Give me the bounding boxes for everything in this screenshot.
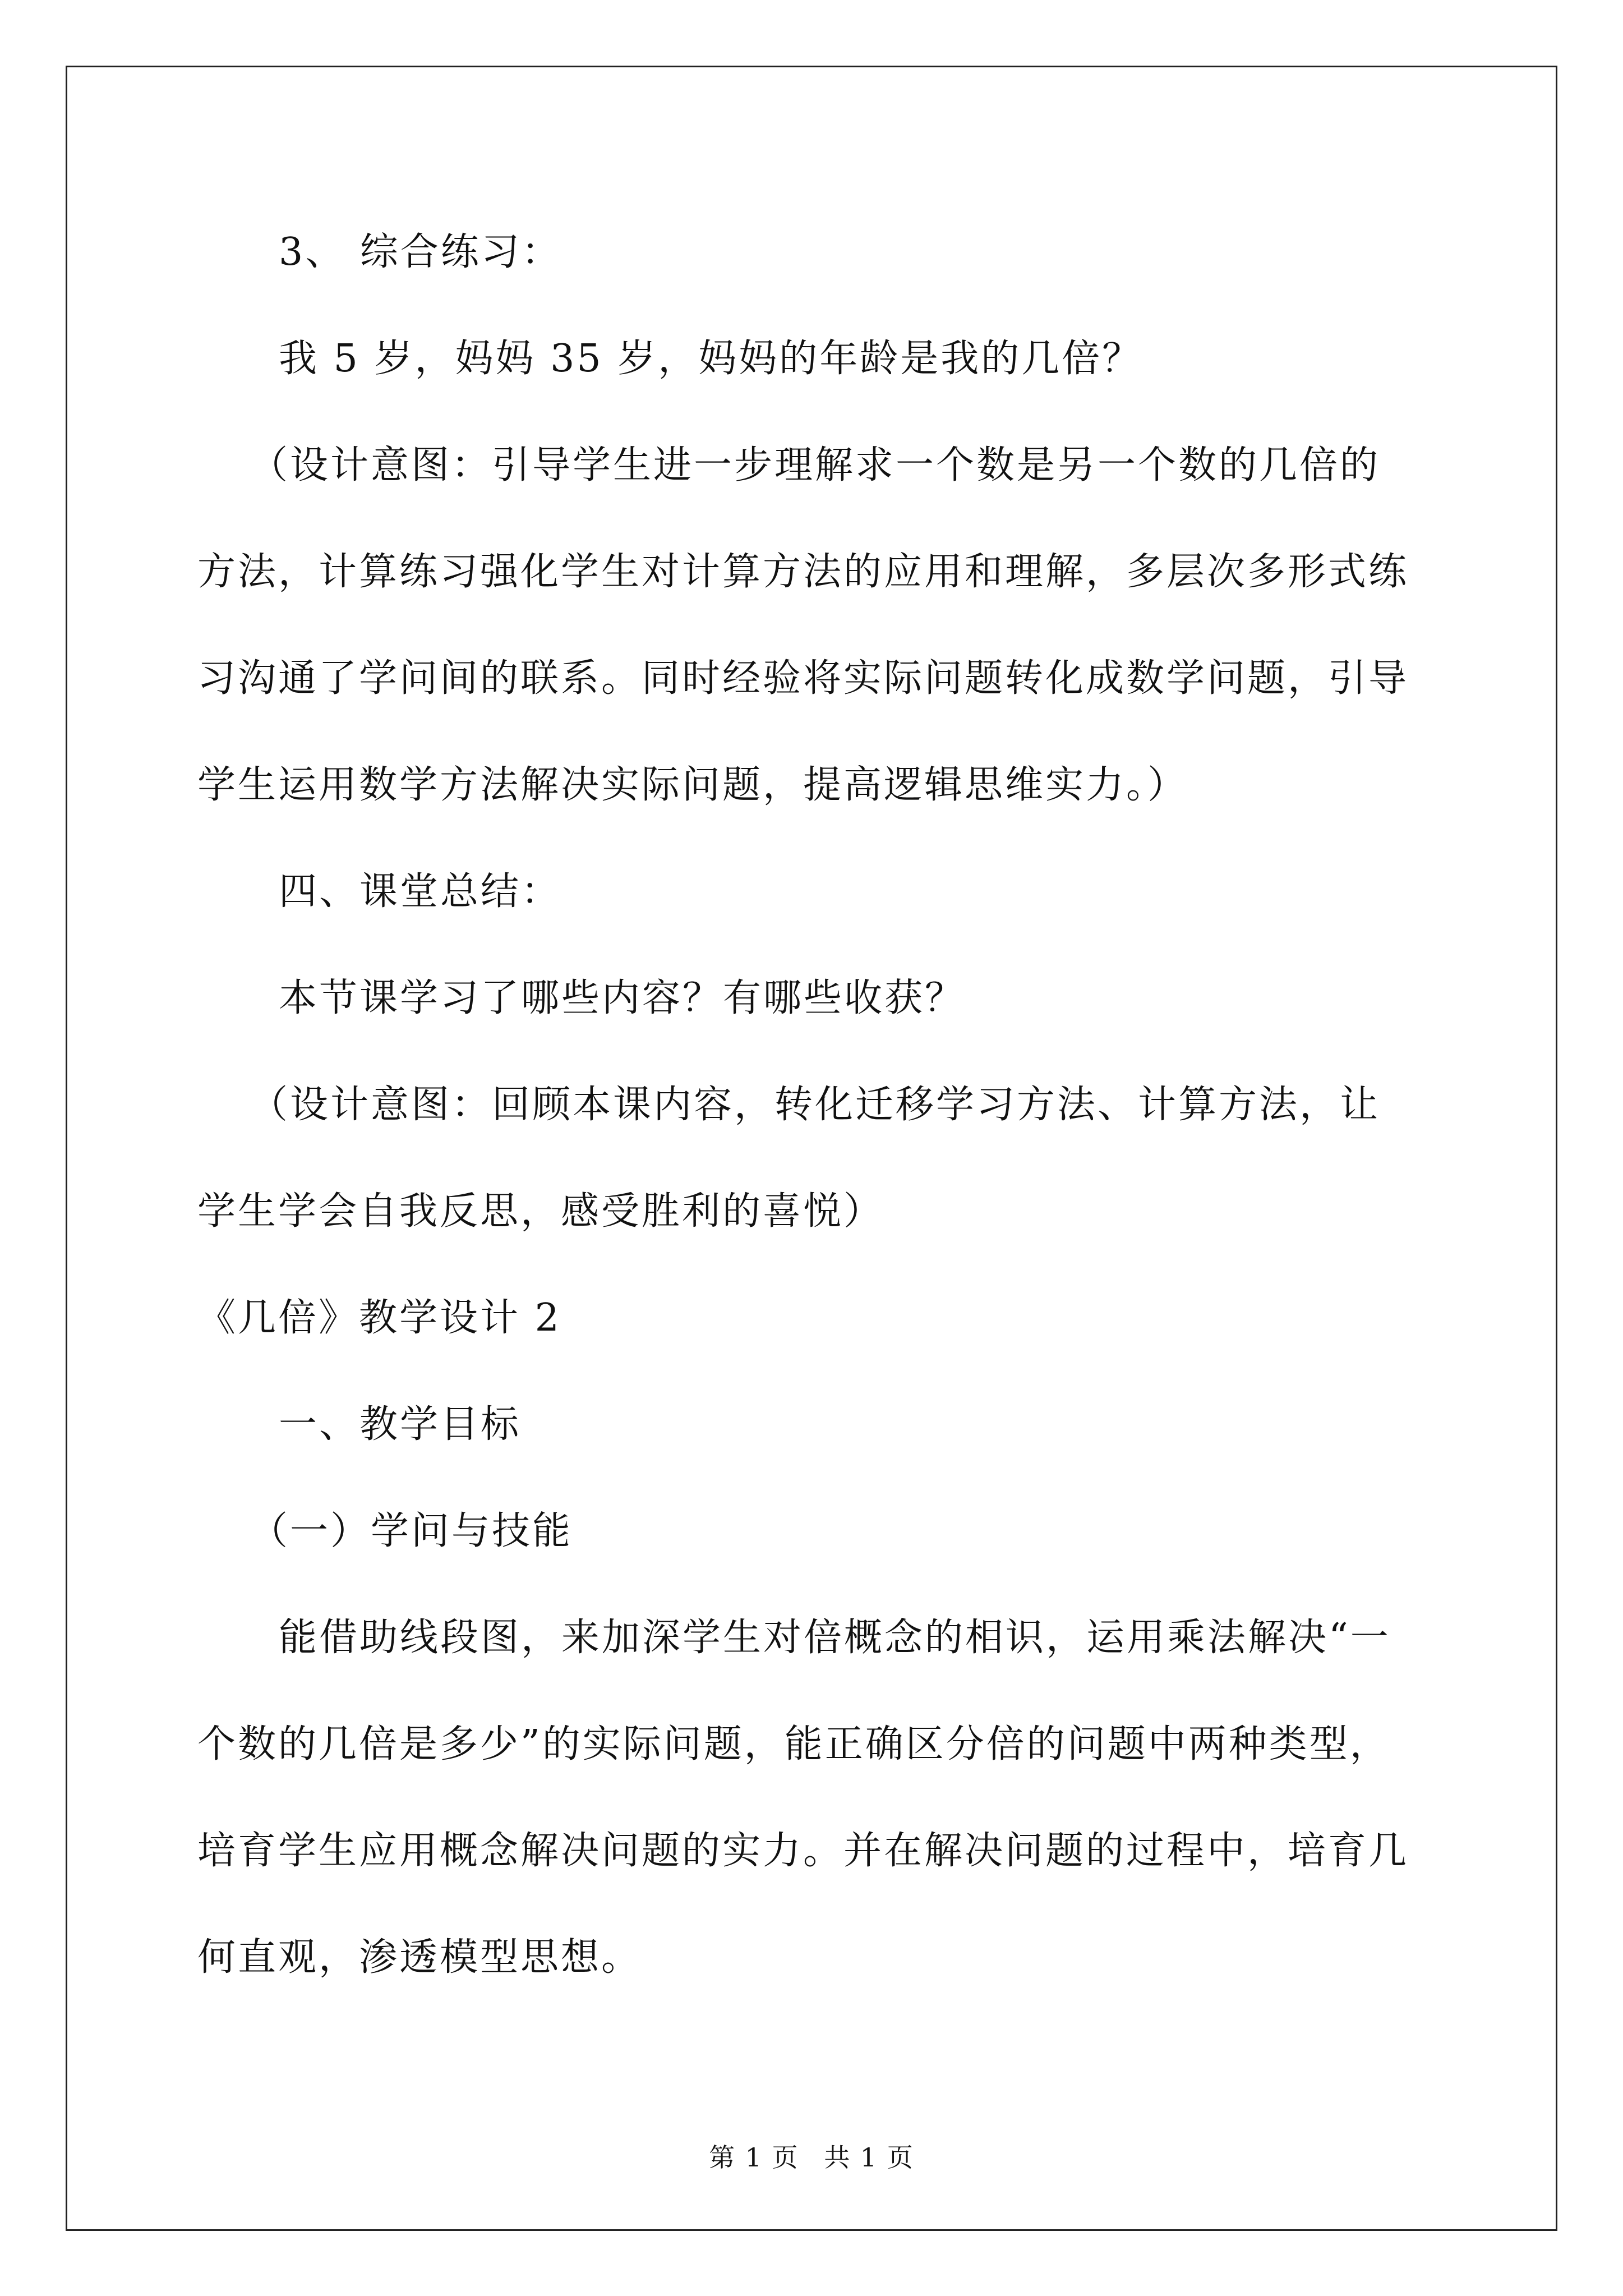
summary-question: 本节课学习了哪些内容？有哪些收获？ (279, 976, 966, 1020)
section-1-heading: 一、教学目标 (279, 1402, 522, 1447)
page-number-current: 第 1 页 (709, 2142, 799, 2173)
design-intent-paragraph-1-line-1: （设计意图：引导学生进一步理解求一个数是另一个数的几倍的 (250, 443, 1381, 487)
objective-paragraph-line-3: 培育学生应用概念解决问题的实力。并在解决问题的过程中，培育几 (197, 1829, 1409, 1873)
objective-paragraph-line-4: 何直观，渗透模型思想。 (197, 1935, 642, 1980)
page-number-total: 共 1 页 (824, 2142, 914, 2173)
design-intent-paragraph-1-line-3: 习沟通了学问间的联系。同时经验将实际问题转化成数学问题，引导 (197, 656, 1409, 701)
section-item-3-heading: 3、 综合练习： (279, 230, 562, 274)
design-intent-paragraph-1-line-4: 学生运用数学方法解决实际问题，提高逻辑思维实力。） (197, 763, 1188, 807)
section-4-heading: 四、课堂总结： (279, 869, 562, 914)
objective-paragraph-line-2: 个数的几倍是多少”的实际问题，能正确区分倍的问题中两种类型， (197, 1722, 1390, 1766)
design-intent-paragraph-2-line-2: 学生学会自我反思，感受胜利的喜悦） (197, 1189, 884, 1234)
exercise-question: 我 5 岁，妈妈 35 岁，妈妈的年龄是我的几倍？ (279, 337, 1143, 381)
objective-paragraph-line-1: 能借助线段图，来加深学生对倍概念的相识，运用乘法解决“一 (279, 1616, 1391, 1660)
page-footer (0, 2137, 1623, 2174)
design-intent-paragraph-2-line-1: （设计意图：回顾本课内容，转化迁移学习方法、计算方法，让 (250, 1083, 1381, 1127)
document-title-2: 《几倍》教学设计 2 (197, 1296, 561, 1340)
subsection-knowledge-skills-heading: （一）学问与技能 (250, 1509, 573, 1553)
design-intent-paragraph-1-line-2: 方法，计算练习强化学生对计算方法的应用和理解，多层次多形式练 (197, 550, 1409, 594)
